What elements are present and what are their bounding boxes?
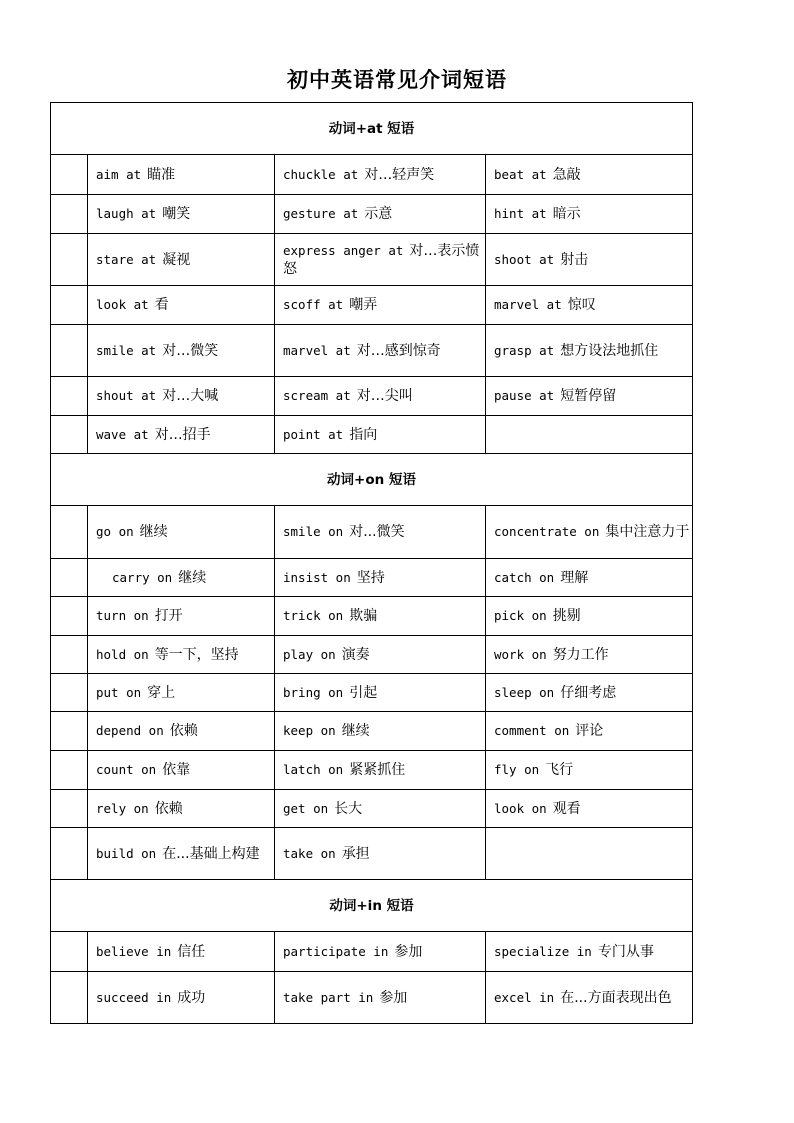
- table-row: [51, 377, 693, 416]
- phrase-chinese: 紧紧抓住: [349, 762, 406, 778]
- row-index-cell: [51, 155, 88, 195]
- phrase-english: pause at: [494, 388, 555, 403]
- phrase-chinese: 评论: [575, 723, 604, 739]
- row-index-cell: [51, 416, 88, 454]
- row-index-cell: [51, 506, 88, 559]
- phrase-english: carry on: [112, 569, 173, 585]
- phrase-english: believe in: [96, 943, 172, 959]
- phrase-cell: [486, 712, 693, 751]
- phrase-chinese: 嘲笑: [162, 206, 191, 222]
- phrase-chinese: 继续: [139, 524, 168, 540]
- phrase-chinese: 努力工作: [552, 646, 609, 663]
- table-row: [51, 790, 693, 828]
- phrase-chinese: 在...方面表现出色: [560, 989, 672, 1006]
- phrase-cell: [88, 195, 275, 234]
- phrase-chinese: 等一下，坚持: [154, 646, 239, 663]
- section-heading: 动词+in 短语: [51, 880, 693, 932]
- phrase-english: hint at: [494, 206, 547, 221]
- phrase-chinese: 成功: [177, 989, 206, 1006]
- phrase-english: chuckle at: [283, 166, 359, 182]
- phrase-chinese: 对…招手: [154, 426, 211, 443]
- phrase-cell: [486, 506, 693, 559]
- phrase-chinese: 嘲弄: [349, 297, 378, 313]
- phrase-cell: [88, 506, 275, 559]
- phrase-cell: [275, 712, 486, 751]
- phrase-english: scream at: [283, 388, 351, 403]
- phrase-chinese: 观看: [552, 800, 581, 817]
- phrase-chinese: 对...微笑: [349, 524, 405, 540]
- phrase-table: [50, 102, 693, 1024]
- phrase-english: insist on: [283, 569, 351, 585]
- phrase-english: beat at: [494, 166, 547, 182]
- phrase-chinese: 依赖: [154, 800, 183, 817]
- phrase-english: grasp at: [494, 342, 555, 358]
- phrase-chinese: 凝视: [162, 251, 191, 268]
- phrase-english: rely on: [96, 800, 149, 816]
- phrase-cell: [88, 932, 275, 972]
- phrase-cell: [88, 155, 275, 195]
- phrase-cell: [275, 790, 486, 828]
- phrase-chinese: 飞行: [545, 762, 574, 778]
- phrase-chinese: 暗示: [552, 206, 581, 222]
- phrase-english: wave at: [96, 426, 149, 442]
- phrase-chinese: 看: [154, 297, 169, 313]
- phrase-chinese: 参加: [394, 943, 423, 960]
- phrase-chinese: 想方设法地抓住: [560, 342, 659, 359]
- phrase-cell: [486, 932, 693, 972]
- phrase-english: scoff at: [283, 297, 344, 312]
- phrase-cell: [486, 972, 693, 1024]
- phrase-chinese: 对…感到惊奇: [356, 342, 441, 359]
- phrase-english: hold on: [96, 646, 149, 662]
- phrase-chinese: 信任: [177, 943, 206, 960]
- phrase-english: comment on: [494, 723, 570, 738]
- phrase-chinese: 对…表示愤怒: [283, 242, 480, 277]
- phrase-chinese: 短暂停留: [560, 388, 617, 404]
- phrase-cell: [88, 790, 275, 828]
- phrase-cell: [486, 597, 693, 636]
- phrase-english: marvel at: [283, 342, 351, 358]
- table-row: [51, 195, 693, 234]
- phrase-chinese: 坚持: [356, 569, 385, 586]
- phrase-cell: [88, 712, 275, 751]
- phrase-english: work on: [494, 646, 547, 662]
- phrase-cell: [88, 828, 275, 880]
- row-index-cell: [51, 674, 88, 712]
- phrase-english: gesture at: [283, 206, 359, 221]
- phrase-cell: [275, 416, 486, 454]
- section-heading-row: [51, 103, 693, 155]
- phrase-cell: [486, 234, 693, 286]
- phrase-chinese: 在...基础上构建: [162, 845, 260, 862]
- phrase-cell: [275, 674, 486, 712]
- phrase-chinese: 对…轻声笑: [364, 166, 435, 183]
- phrase-english: specialize in: [494, 943, 592, 959]
- phrase-cell: [88, 674, 275, 712]
- phrase-chinese: 集中注意力于: [605, 524, 690, 540]
- row-index-cell: [51, 325, 88, 377]
- phrase-english: trick on: [283, 608, 344, 623]
- phrase-english: take part in: [283, 989, 374, 1005]
- phrase-english: play on: [283, 646, 336, 662]
- phrase-cell: [275, 195, 486, 234]
- row-index-cell: [51, 636, 88, 674]
- phrase-english: sleep on: [494, 684, 555, 700]
- phrase-chinese: 继续: [178, 569, 207, 586]
- phrase-chinese: 承担: [341, 845, 370, 862]
- phrase-cell: [275, 751, 486, 790]
- phrase-english: succeed in: [96, 989, 172, 1005]
- phrase-english: excel in: [494, 989, 555, 1005]
- phrase-english: take on: [283, 845, 336, 861]
- row-index-cell: [51, 790, 88, 828]
- phrase-english: keep on: [283, 723, 336, 738]
- table-row: [51, 636, 693, 674]
- row-index-cell: [51, 286, 88, 325]
- phrase-cell: [275, 828, 486, 880]
- phrase-chinese: 瞄准: [147, 166, 176, 183]
- phrase-chinese: 射击: [560, 251, 589, 268]
- row-index-cell: [51, 377, 88, 416]
- phrase-english: smile at: [96, 342, 157, 358]
- phrase-cell: [88, 597, 275, 636]
- phrase-cell: [486, 636, 693, 674]
- phrase-chinese: 依赖: [169, 723, 198, 739]
- phrase-chinese: 欺骗: [349, 608, 378, 624]
- row-index-cell: [51, 597, 88, 636]
- section-heading: 动词+at 短语: [51, 103, 693, 155]
- phrase-cell: [486, 828, 693, 880]
- phrase-cell: [486, 674, 693, 712]
- phrase-cell: [88, 416, 275, 454]
- phrase-chinese: 急敲: [552, 166, 581, 183]
- phrase-english: put on: [96, 684, 142, 700]
- phrase-english: shoot at: [494, 251, 555, 267]
- phrase-cell: [275, 155, 486, 195]
- table-row: [51, 506, 693, 559]
- table-row: [51, 751, 693, 790]
- row-index-cell: [51, 828, 88, 880]
- phrase-cell: [486, 195, 693, 234]
- phrase-cell: [88, 751, 275, 790]
- phrase-cell: [275, 636, 486, 674]
- phrase-chinese: 对…大喊: [162, 388, 219, 404]
- phrase-english: aim at: [96, 166, 142, 182]
- row-index-cell: [51, 712, 88, 751]
- phrase-english: fly on: [494, 762, 540, 777]
- phrase-english: pick on: [494, 608, 547, 623]
- table-row: [51, 155, 693, 195]
- phrase-chinese: 参加: [379, 989, 408, 1006]
- phrase-english: depend on: [96, 723, 164, 738]
- row-index-cell: [51, 559, 88, 597]
- phrase-cell: [88, 972, 275, 1024]
- phrase-english: build on: [96, 845, 157, 861]
- phrase-cell: [275, 377, 486, 416]
- phrase-cell: [88, 325, 275, 377]
- phrase-english: laugh at: [96, 206, 157, 221]
- table-row: [51, 559, 693, 597]
- phrase-chinese: 示意: [364, 206, 393, 222]
- phrase-chinese: 引起: [349, 684, 378, 701]
- table-row: [51, 674, 693, 712]
- row-index-cell: [51, 972, 88, 1024]
- phrase-chinese: 理解: [560, 569, 589, 586]
- phrase-cell: [275, 597, 486, 636]
- phrase-cell: [88, 286, 275, 325]
- phrase-cell: [88, 559, 275, 597]
- phrase-english: bring on: [283, 684, 344, 700]
- table-row: [51, 234, 693, 286]
- phrase-chinese: 穿上: [147, 684, 176, 701]
- table-row: [51, 828, 693, 880]
- phrase-chinese: 挑剔: [552, 608, 581, 624]
- phrase-cell: [275, 932, 486, 972]
- section-heading: 动词+on 短语: [51, 454, 693, 506]
- phrase-chinese: 仔细考虑: [560, 684, 617, 701]
- table-row: [51, 286, 693, 325]
- phrase-chinese: 继续: [341, 723, 370, 739]
- phrase-cell: [88, 377, 275, 416]
- phrase-cell: [275, 559, 486, 597]
- table-row: [51, 416, 693, 454]
- phrase-cell: [88, 636, 275, 674]
- phrase-cell: [486, 790, 693, 828]
- phrase-english: express anger at: [283, 242, 404, 258]
- table-row: [51, 712, 693, 751]
- row-index-cell: [51, 234, 88, 286]
- phrase-english: go on: [96, 524, 134, 539]
- table-row: [51, 325, 693, 377]
- row-index-cell: [51, 751, 88, 790]
- phrase-english: latch on: [283, 762, 344, 777]
- phrase-chinese: 依靠: [162, 762, 191, 778]
- phrase-cell: [275, 234, 486, 286]
- page-title: 初中英语常见介词短语: [287, 68, 507, 92]
- section-heading-row: [51, 454, 693, 506]
- phrase-cell: [275, 972, 486, 1024]
- phrase-chinese: 对…微笑: [162, 342, 219, 359]
- phrase-english: participate in: [283, 943, 389, 959]
- phrase-cell: [275, 286, 486, 325]
- phrase-english: turn on: [96, 608, 149, 623]
- phrase-english: point at: [283, 426, 344, 442]
- phrase-chinese: 惊叹: [567, 297, 596, 313]
- phrase-cell: [486, 751, 693, 790]
- phrase-cell: [275, 506, 486, 559]
- phrase-cell: [486, 416, 693, 454]
- phrase-cell: [88, 234, 275, 286]
- phrase-english: marvel at: [494, 297, 562, 312]
- table-row: [51, 597, 693, 636]
- phrase-cell: [486, 377, 693, 416]
- row-index-cell: [51, 932, 88, 972]
- phrase-chinese: 长大: [334, 800, 363, 817]
- phrase-chinese: 打开: [154, 608, 183, 624]
- phrase-english: catch on: [494, 569, 555, 585]
- phrase-chinese: 专门从事: [597, 943, 654, 960]
- phrase-cell: [486, 559, 693, 597]
- phrase-chinese: 演奏: [341, 646, 370, 663]
- phrase-english: shout at: [96, 388, 157, 403]
- phrase-english: look at: [96, 297, 149, 312]
- phrase-cell: [275, 325, 486, 377]
- section-heading-row: [51, 880, 693, 932]
- table-row: [51, 972, 693, 1024]
- row-index-cell: [51, 195, 88, 234]
- phrase-english: concentrate on: [494, 524, 600, 539]
- phrase-cell: [486, 286, 693, 325]
- phrase-english: look on: [494, 800, 547, 816]
- phrase-chinese: 对…尖叫: [356, 388, 413, 404]
- phrase-cell: [486, 325, 693, 377]
- phrase-english: smile on: [283, 524, 344, 539]
- phrase-english: stare at: [96, 251, 157, 267]
- phrase-english: get on: [283, 800, 329, 816]
- phrase-cell: [486, 155, 693, 195]
- table-row: [51, 932, 693, 972]
- phrase-english: count on: [96, 762, 157, 777]
- phrase-chinese: 指向: [349, 426, 378, 443]
